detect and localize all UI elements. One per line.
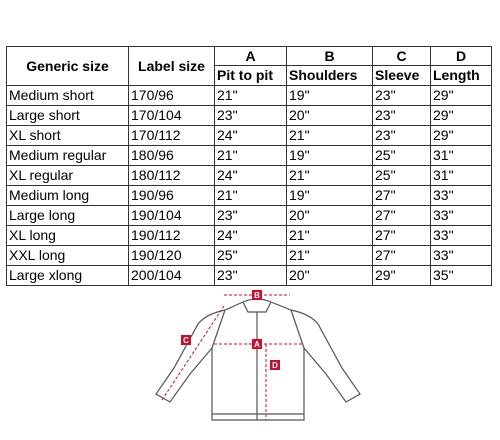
size-chart-table xyxy=(6,46,492,286)
length-cell: 31" xyxy=(431,146,492,166)
header-length: Length xyxy=(431,66,492,86)
length-cell: 35" xyxy=(431,266,492,286)
pit-to-pit-cell: 23" xyxy=(215,266,287,286)
label-size-cell: 180/112 xyxy=(129,166,215,186)
sleeve-cell: 27" xyxy=(373,226,431,246)
label-size-cell: 170/96 xyxy=(129,86,215,106)
marker-b: B xyxy=(254,291,260,300)
table-row xyxy=(7,126,492,146)
table-row xyxy=(7,226,492,246)
generic-size-cell: Large xlong xyxy=(7,266,129,286)
shoulders-cell: 20" xyxy=(287,206,373,226)
marker-a: A xyxy=(254,340,260,349)
header-shoulders: Shoulders xyxy=(287,66,373,86)
length-cell: 33" xyxy=(431,246,492,266)
label-size-cell: 190/112 xyxy=(129,226,215,246)
sleeve-cell: 23" xyxy=(373,106,431,126)
size-table-body xyxy=(7,86,492,286)
label-size-cell: 190/96 xyxy=(129,186,215,206)
pit-to-pit-cell: 24" xyxy=(215,166,287,186)
pit-to-pit-cell: 23" xyxy=(215,206,287,226)
length-cell: 29" xyxy=(431,86,492,106)
header-sleeve: Sleeve xyxy=(373,66,431,86)
sleeve-cell: 23" xyxy=(373,126,431,146)
shoulders-cell: 19" xyxy=(287,146,373,166)
generic-size-cell: Medium long xyxy=(7,186,129,206)
length-cell: 29" xyxy=(431,106,492,126)
label-size-cell: 170/112 xyxy=(129,126,215,146)
pit-to-pit-cell: 25" xyxy=(215,246,287,266)
generic-size-cell: XL short xyxy=(7,126,129,146)
jacket-measurement-diagram xyxy=(140,282,380,432)
sleeve-cell: 29" xyxy=(373,266,431,286)
length-cell: 33" xyxy=(431,226,492,246)
header-label-size: Label size xyxy=(129,47,215,86)
measurement-lines xyxy=(162,295,302,420)
shoulders-cell: 21" xyxy=(287,246,373,266)
generic-size-cell: Large long xyxy=(7,206,129,226)
table-row xyxy=(7,86,492,106)
sleeve-cell: 23" xyxy=(373,86,431,106)
label-size-cell: 170/104 xyxy=(129,106,215,126)
pit-to-pit-cell: 21" xyxy=(215,86,287,106)
length-cell: 33" xyxy=(431,186,492,206)
label-size-cell: 190/104 xyxy=(129,206,215,226)
generic-size-cell: Large short xyxy=(7,106,129,126)
shoulders-cell: 20" xyxy=(287,266,373,286)
table-row xyxy=(7,246,492,266)
generic-size-cell: Medium regular xyxy=(7,146,129,166)
table-row xyxy=(7,206,492,226)
shoulders-cell: 21" xyxy=(287,126,373,146)
length-cell: 31" xyxy=(431,166,492,186)
header-letter-d: D xyxy=(431,47,492,66)
generic-size-cell: XL regular xyxy=(7,166,129,186)
table-row xyxy=(7,166,492,186)
sleeve-line xyxy=(162,306,224,400)
label-size-cell: 200/104 xyxy=(129,266,215,286)
pit-to-pit-cell: 24" xyxy=(215,226,287,246)
shoulders-cell: 21" xyxy=(287,226,373,246)
pit-to-pit-cell: 21" xyxy=(215,146,287,166)
pit-to-pit-cell: 23" xyxy=(215,106,287,126)
label-size-cell: 190/120 xyxy=(129,246,215,266)
header-letter-b: B xyxy=(287,47,373,66)
sleeve-cell: 25" xyxy=(373,166,431,186)
length-cell: 33" xyxy=(431,206,492,226)
jacket-outline-svg xyxy=(140,282,380,432)
table-row xyxy=(7,146,492,166)
header-letter-c: C xyxy=(373,47,431,66)
pit-to-pit-cell: 24" xyxy=(215,126,287,146)
measurement-markers xyxy=(181,290,280,370)
marker-c: C xyxy=(183,336,189,345)
sleeve-cell: 25" xyxy=(373,146,431,166)
length-cell: 29" xyxy=(431,126,492,146)
table-row xyxy=(7,186,492,206)
generic-size-cell: Medium short xyxy=(7,86,129,106)
table-row xyxy=(7,106,492,126)
marker-d: D xyxy=(272,361,278,370)
pit-to-pit-cell: 21" xyxy=(215,186,287,206)
sleeve-cell: 27" xyxy=(373,186,431,206)
jacket-outline xyxy=(156,299,360,420)
sleeve-cell: 27" xyxy=(373,206,431,226)
shoulders-cell: 20" xyxy=(287,106,373,126)
header-pit-to-pit: Pit to pit xyxy=(215,66,287,86)
sleeve-cell: 27" xyxy=(373,246,431,266)
header-generic-size: Generic size xyxy=(7,47,129,86)
shoulders-cell: 21" xyxy=(287,166,373,186)
header-letter-a: A xyxy=(215,47,287,66)
shoulders-cell: 19" xyxy=(287,186,373,206)
label-size-cell: 180/96 xyxy=(129,146,215,166)
shoulders-cell: 19" xyxy=(287,86,373,106)
generic-size-cell: XXL long xyxy=(7,246,129,266)
generic-size-cell: XL long xyxy=(7,226,129,246)
